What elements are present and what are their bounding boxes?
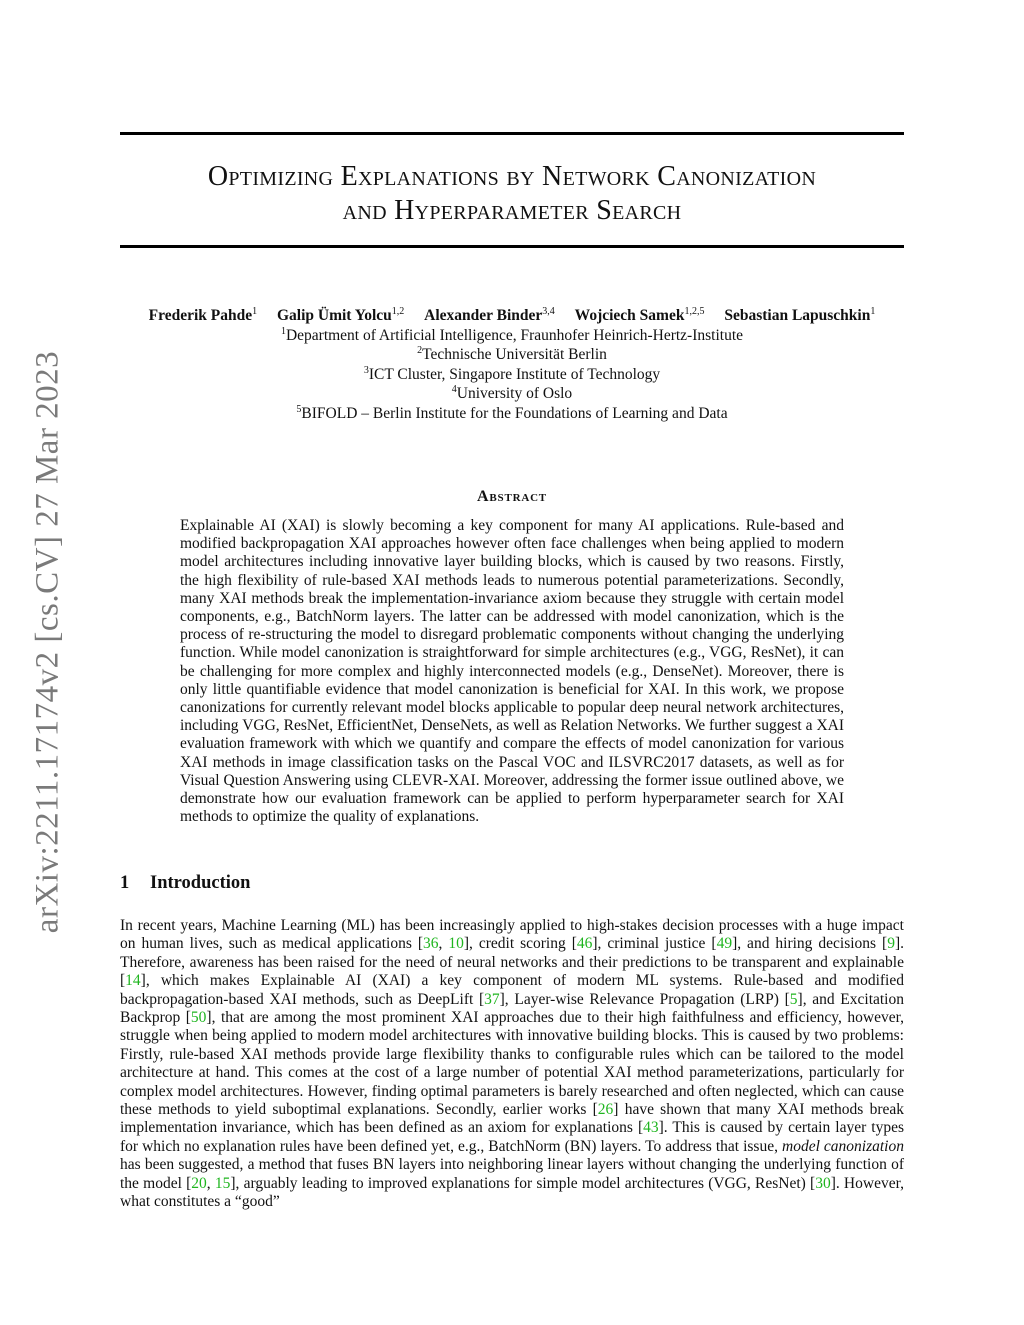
title-line-1: Optimizing Explanations by Network Canonization (207, 161, 817, 192)
author: Wojciech Samek$^{1,2,5}$ (574, 306, 705, 324)
citation-link[interactable]: 49 (716, 935, 733, 953)
abstract-heading: Abstract (477, 488, 547, 505)
arxiv-identifier-stamp: arXiv:2211.17174v2 [cs.CV] 27 Mar 2023 (29, 350, 66, 934)
affiliation: $^4$University of Oslo (451, 384, 573, 403)
citation-link[interactable]: 5 (789, 990, 798, 1008)
citation-link[interactable]: 46 (576, 935, 593, 953)
author: Alexander Binder$^{3,4}$ (424, 306, 555, 324)
author: Galip Ümit Yolcu$^{1,2}$ (276, 306, 405, 324)
abstract-text: Explainable AI (XAI) is slowly becoming a key component for many AI applications. Rule-based and modified backpropagation XAI approaches however often face challenges when being applied to modern model architectures including innovative layer building blocks, which is caused by two reasons. Firstly, the high flexibility of rule-based XAI methods leads to numerous potential parameterizations. Secondly, many XAI methods break the implementation-invariance axiom because they struggle with certain model components, e.g., BatchNorm layers. The latter can be addressed with model canonization, which is the process of re-structuring the model to disregard problematic components without changing the underlying function. While model canonization is straightforward for simple architectures (e.g., VGG, ResNet), it can be challenging for more complex and highly interconnected models (e.g., DenseNet). Moreover, there is only little quantifiable evidence that model canonization is beneficial for XAI. In this work, we propose canonizations for currently relevant model blocks applicable to popular deep neural network architectures, including VGG, ResNet, EfficientNet, DenseNets, as well as Relation Networks. We further suggest a XAI evaluation framework with which we quantify and compare the effects of model canonization for various XAI methods in image classification tasks on the Pascal VOC and ILSVRC2017 datasets, as well as for Visual Question Answering using CLEVR-XAI. Moreover, addressing the former issue outlined above, we demonstrate how our evaluation framework can be applied to perform hyperparameter search for XAI methods to optimize the quality of explanations. (180, 517, 844, 826)
citation-link[interactable]: 36 (423, 935, 439, 953)
title-line-2: and Hyperparameter Search (342, 195, 682, 226)
affiliation: $^2$Technische Universität Berlin (417, 345, 607, 364)
emphasized-term: model canonization (782, 1137, 904, 1155)
affiliation: $^5$BIFOLD – Berlin Institute for the Foundations of Learning and Data (296, 403, 728, 422)
introduction-paragraph: In recent years, Machine Learning (ML) has been increasingly applied to high-stakes decision processes with a huge impact on human lives, such as medical applications [36, 10], credit scoring [46], criminal justice [49], and hiring decisions [9]. Therefore, awareness has been raised for the need of neural networks and their predictions to be transparent and explainable [14], which makes Explainable AI (XAI) a key component of modern ML systems. Rule-based and modified backpropagation-based XAI methods, such as DeepLift [37], Layer-wise Relevance Propagation (LRP) [5], and Excitation Backprop [50], that are among the most prominent XAI approaches due to their high faithfulness and efficiency, however, struggle when being applied to modern model architectures with innovative building blocks. This is caused by two problems: Firstly, rule-based XAI methods provide large flexibility thanks to configurable rules which can be tailored to the model architecture at hand. This comes at the cost of a large number of potential XAI method parameterizations, particularly for complex model architectures. However, finding optimal parameters is barely researched and often neglected, which can cause these methods to yield suboptimal explanations. Secondly, earlier works [26] have shown that many XAI methods break implementation invariance, which has been defined as an axiom for explanations [43]. This is caused by certain layer types for which no explanation rules have been defined yet, e.g., BatchNorm (BN) layers. To address that issue, model canonization has been suggested, a method that fuses BN layers into neighboring linear layers without changing the underlying function of the model [20, 15], arguably leading to improved explanations for simple model architectures (VGG, ResNet) [30]. However, what constitutes a “good” (120, 917, 904, 1211)
citation-link[interactable]: 14 (125, 972, 141, 990)
citation-link[interactable]: 26 (597, 1101, 614, 1119)
citation-link[interactable]: 9 (887, 935, 895, 953)
section-number: 1 (120, 873, 130, 893)
citation-link[interactable]: 15 (214, 1174, 231, 1192)
citation-link[interactable]: 43 (643, 1119, 659, 1137)
paper-title (120, 160, 904, 228)
citation-link[interactable]: 30 (815, 1174, 831, 1192)
title-rule-bottom (120, 245, 904, 248)
citation-link[interactable]: 37 (484, 990, 500, 1008)
affiliation: $^1$Department of Artificial Intelligence, Fraunhofer Heinrich-Hertz-Institute (280, 326, 744, 344)
citation-link[interactable]: 20 (191, 1174, 207, 1192)
title-rule-top (120, 132, 904, 135)
citation-link[interactable]: 10 (448, 935, 464, 953)
section-heading-introduction (120, 873, 250, 894)
section-title: Introduction (150, 873, 251, 893)
author-list (120, 307, 904, 325)
affiliation-list (120, 326, 904, 423)
author: Sebastian Lapuschkin$^1$ (724, 306, 876, 324)
citation-link[interactable]: 50 (190, 1009, 207, 1027)
author: Frederik Pahde$^1$ (148, 306, 258, 324)
affiliation: $^3$ICT Cluster, Singapore Institute of Technology (363, 364, 661, 383)
